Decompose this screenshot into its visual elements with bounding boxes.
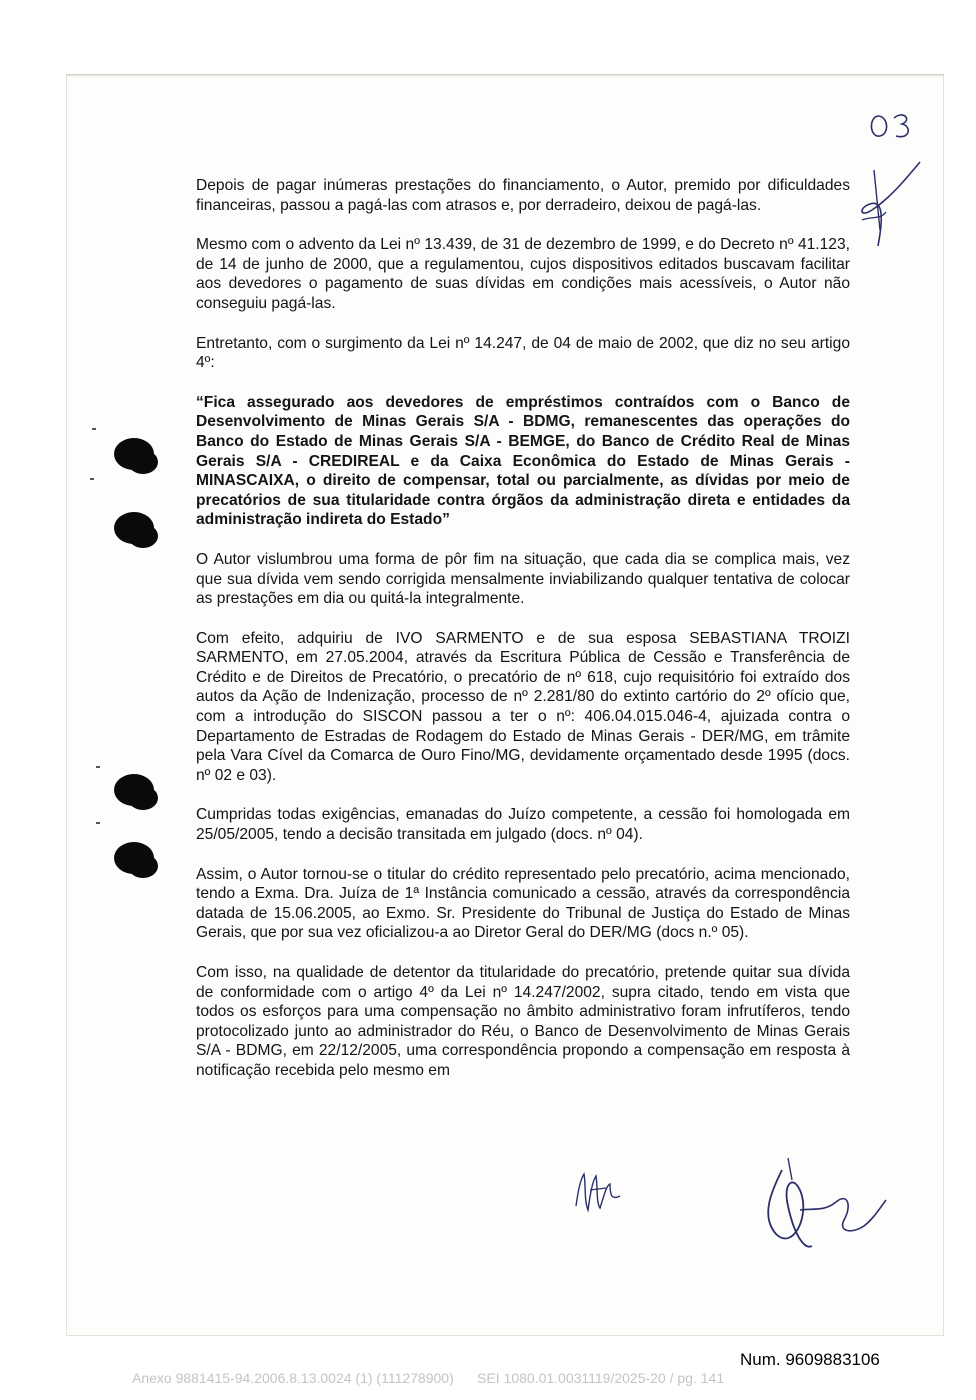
law-quote: “Fica assegurado aos devedores de empréstimos contraídos com o Banco de Desenvolvimento de Minas Gerais S/A - BDMG, remanescentes das operações do Banco do Estado de Minas Gerais S/A - BEMGE, do Banco de Crédito Real de Minas Gerais S/A - CREDIREAL e da Caixa Econômica do Estado de Minas Gerais - MINASCAIXA, o direito de compensar, total ou parcialmente, as dívidas por meio de precatórios de sua titularidade contra órgãos da administração direta e entidades da administração indireta do Estado”: [196, 393, 850, 529]
paragraph: O Autor vislumbrou uma forma de pôr fim na situação, que cada dia se complica mais, vez que sua dívida vem sendo corrigida mensalmente inviabilizando qualquer tentativa de colocar as prestações em dia ou quitá-la integralmente.: [196, 550, 850, 608]
document-body: [196, 176, 850, 1101]
paragraph: Com isso, na qualidade de detentor da titularidade do precatório, pretende quitar sua dívida de conformidade com o artigo 4º da Lei nº 14.247/2002, supra citado, tendo em vista que todos os esforços para uma compensação no âmbito administrativo foram infrutíferos, tendo protocolizado junto ao administrador do Réu, o Banco de Desenvolvimento de Minas Gerais S/A - BDMG, em 22/12/2005, uma correspondência propondo a compensação em resposta à notificação recebida pelo mesmo em: [196, 964, 850, 1079]
margin-tick: [90, 478, 94, 480]
punch-hole: [114, 438, 154, 470]
handwritten-signature-large: [752, 1150, 892, 1260]
paragraph: Assim, o Autor tornou-se o titular do crédito representado pelo precatório, acima mencionado, tendo a Exma. Dra. Juíza de 1ª Instância comunicado a cessão, através da correspondência datada de 15.06.2005, ao Exmo. Sr. Presidente do Tribunal de Justiça do Estado de Minas Gerais, que por sua vez oficializou-a ao Diretor Geral do DER/MG (docs n.º 05).: [196, 865, 850, 942]
margin-tick: [96, 822, 100, 824]
scan-top-edge: [66, 74, 944, 77]
punch-hole: [114, 512, 154, 544]
margin-initials-signature: [850, 150, 930, 250]
paragraph: Mesmo com o advento da Lei nº 13.439, de 31 de dezembro de 1999, e do Decreto nº 41.123, de 14 de junho de 2000, que a regulamentou, cujos dispositivos editados buscavam facilitar aos devedores o pagamento de suas dívidas em condições mais acessíveis, o Autor não conseguiu pagá-las.: [196, 236, 850, 312]
paragraph: Cumpridas todas exigências, emanadas do Juízo competente, a cessão foi homologada em 25/05/2005, tendo a decisão transitada em julgado (docs. nº 04).: [196, 806, 850, 844]
handwritten-folio-mark: [864, 104, 924, 144]
paragraph: Com efeito, adquiriu de IVO SARMENTO e de sua esposa SEBASTIANA TROIZI SARMENTO, em 27.05.2004, através da Escritura Pública de Cessão e Transferência de Crédito e de Direitos de Precatório, o precatório de nº 618, cujo requisitório foi extraído dos autos da Ação de Indenização, processo de nº 2.281/80 do extinto cartório do 2º ofício que, com a introdução do SISCON passou a ter o nº: 406.04.015.046-4, ajuizada contra o Departamento de Estradas de Rodagem do Estado de Minas Gerais - DER/MG, em trâmite pela Vara Cível da Comarca de Ouro Fino/MG, devidamente orçamentado desde 1995 (docs. nº 02 e 03).: [196, 629, 850, 784]
margin-tick: [96, 766, 100, 768]
paragraph: Depois de pagar inúmeras prestações do financiamento, o Autor, premido por dificuldades financeiras, passou a pagá-las com atrasos e, por derradeiro, deixou de pagá-las.: [196, 177, 850, 214]
margin-tick: [92, 428, 96, 430]
footer-stamp: Anexo 9881415-94.2006.8.13.0024 (1) (111278900) SEI 1080.01.0031119/2025-20 / pg. 141: [132, 1370, 725, 1386]
handwritten-signature-small: [570, 1166, 630, 1218]
paragraph: Entretanto, com o surgimento da Lei nº 14.247, de 04 de maio de 2002, que diz no seu artigo 4º:: [196, 334, 850, 372]
punch-hole: [114, 842, 154, 874]
punch-hole: [114, 774, 154, 806]
document-number: Num. 9609883106: [740, 1350, 880, 1369]
